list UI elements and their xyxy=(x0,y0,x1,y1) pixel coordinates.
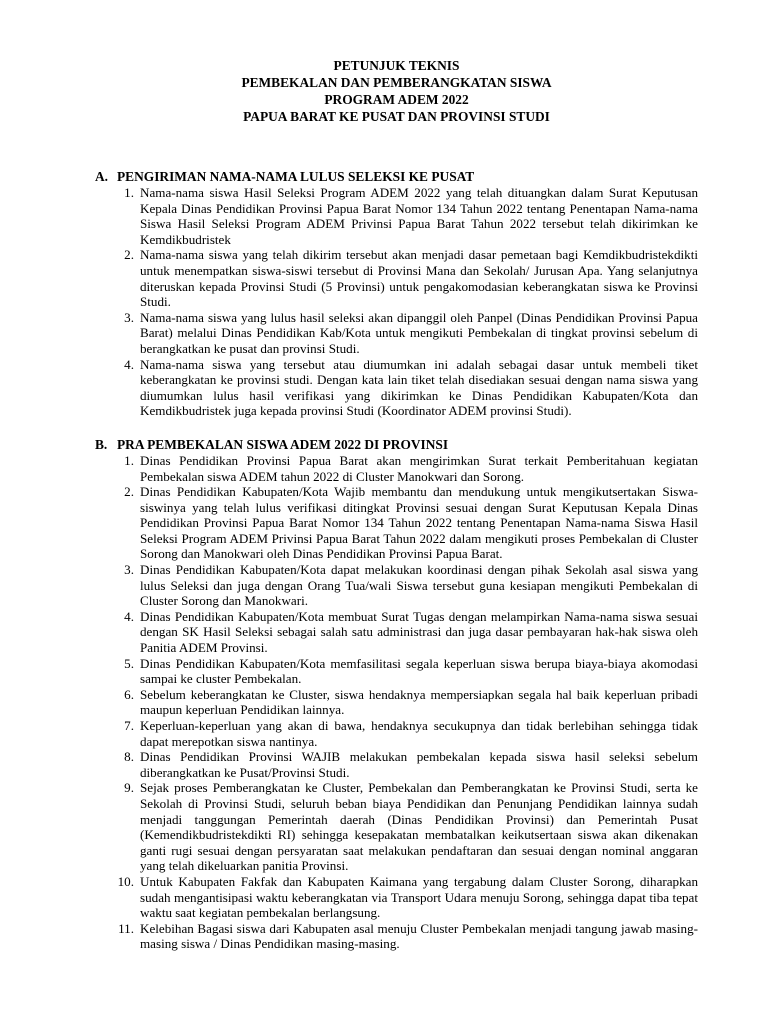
item-number: 2. xyxy=(124,484,134,500)
item-text: Nama-nama siswa yang lulus hasil seleksi akan dipanggil oleh Panpel (Dinas Pendidikan Provinsi Papua Barat) melalui Dinas Pendidikan Kab/Kota untuk mengikuti Pembekalan di tingkat provinsi sebelum di berangkatkan ke pusat dan provinsi Studi. xyxy=(140,309,698,356)
item-number: 4. xyxy=(124,356,134,372)
item-text: Sejak proses Pemberangkatan ke Cluster, Pembekalan dan Pemberangkatan ke Provinsi Studi, serta ke Sekolah di Provinsi Studi, seluruh beban biaya Pendidikan dan Penunjang Pendidikan lainnya sudah menjadi tanggungan Pemerintah daerah (Dinas Pendidikan Provinsi) dan Pemerintah Pusat (Kemendikbudristekdikti RI) sehingga kesepakatan membatalkan keikutsertaan siswa akan dikenakan ganti rugi sesuai dengan persyaratan saat melakukan pendaftaran dan sesuai dengan nominal anggaran yang telah dikeluarkan panitia Provinsi. xyxy=(140,780,698,874)
item-text: Dinas Pendidikan Kabupaten/Kota memfasilitasi segala keperluan siswa berupa biaya-biaya akomodasi sampai ke cluster Pembekalan. xyxy=(140,655,698,687)
list-item xyxy=(95,453,698,484)
item-number: 11. xyxy=(118,920,134,936)
item-number: 4. xyxy=(124,608,134,624)
item-text: Keperluan-keperluan yang akan di bawa, hendaknya secukupnya dan tidak berlebihan sehingga tidak dapat merepotkan siswa nantinya. xyxy=(140,718,698,749)
list-item xyxy=(95,718,698,749)
item-number: 6. xyxy=(124,686,134,702)
header-line-1: PETUNJUK TEKNIS xyxy=(333,58,460,73)
item-number: 9. xyxy=(124,780,134,796)
section-a-heading xyxy=(95,169,698,185)
item-text: Dinas Pendidikan Kabupaten/Kota Wajib membantu dan mendukung untuk mengikutsertakan Siswa-siswinya yang telah lulus verifikasi ditingkat Provinsi sesuai dengan Surat Keputusan Kepala Dinas Pendidikan Provinsi Papua Barat Nomor 134 Tahun 2022 tentang Penentapan Nama-nama Siswa Hasil Seleksi Program ADEM Privinsi Papua Barat Tahun 2022 dalam mengikuti proses Pembekalan di Cluster Sorong dan Manokwari oleh Dinas Pendidikan Provinsi Papua Barat. xyxy=(140,484,698,562)
section-b xyxy=(95,437,698,952)
document-header xyxy=(95,57,698,125)
list-item xyxy=(95,247,698,309)
item-text: Dinas Pendidikan Provinsi WAJIB melakukan pembekalan kepada siswa hasil seleksi sebelum diberangkatkan ke Pusat/Provinsi Studi. xyxy=(140,749,698,780)
item-text: Sebelum keberangkatan ke Cluster, siswa hendaknya mempersiapkan segala hal baik keperluan pribadi maupun keperluan Pendidikan lainnya. xyxy=(140,686,698,718)
item-text: Nama-nama siswa yang telah dikirim tersebut akan menjadi dasar pemetaan bagi Kemdikbudristekdikti untuk menempatkan siswa-siswi tersebut di Provinsi Mana dan Sekolah/ Jurusan Apa. Yang selanjutnya diteruskan kepada Provinsi Studi (5 Provinsi) untuk pengakomodasian keberangkatan siswa ke Provinsi Studi. xyxy=(140,247,698,310)
item-number: 1. xyxy=(124,185,134,200)
section-a-title: PENGIRIMAN NAMA-NAMA LULUS SELEKSI KE PUSAT xyxy=(117,169,475,184)
list-item xyxy=(95,921,698,952)
list-item xyxy=(95,310,698,357)
header-line-4: PAPUA BARAT KE PUSAT DAN PROVINSI STUDI xyxy=(243,109,550,124)
item-number: 7. xyxy=(124,718,134,733)
item-number: 1. xyxy=(124,452,134,468)
section-a xyxy=(95,169,698,419)
item-number: 5. xyxy=(124,655,134,671)
list-item xyxy=(95,874,698,921)
list-item xyxy=(95,562,698,609)
item-number: 8. xyxy=(124,749,134,765)
section-a-list xyxy=(95,185,698,419)
item-text: Kelebihan Bagasi siswa dari Kabupaten asal menuju Cluster Pembekalan menjadi tangung jawab masing-masing siswa / Dinas Pendidikan masing-masing. xyxy=(140,920,698,952)
list-item xyxy=(95,484,698,562)
item-number: 2. xyxy=(124,247,134,263)
list-item xyxy=(95,357,698,419)
header-line-2: PEMBEKALAN DAN PEMBERANGKATAN SISWA xyxy=(241,75,552,90)
item-number: 3. xyxy=(124,309,134,325)
item-number: 3. xyxy=(124,562,134,578)
section-b-list xyxy=(95,453,698,952)
item-number: 10. xyxy=(117,873,134,889)
section-a-letter: A. xyxy=(95,169,109,184)
item-text: Dinas Pendidikan Kabupaten/Kota dapat melakukan koordinasi dengan pihak Sekolah asal siswa yang lulus Seleksi dan juga dengan Orang Tua/wali Siswa tersebut guna kesiapan mengikuti Pembekalan di Cluster Sorong dan Manokwari. xyxy=(140,562,698,609)
section-b-letter: B. xyxy=(95,436,108,452)
section-b-title: PRA PEMBEKALAN SISWA ADEM 2022 DI PROVINSI xyxy=(117,436,449,452)
list-item xyxy=(95,780,698,874)
item-text: Nama-nama siswa Hasil Seleksi Program ADEM 2022 yang telah dituangkan dalam Surat Keputusan Kepala Dinas Pendidikan Provinsi Papua Barat Nomor 134 Tahun 2022 tentang Penentapan Nama-nama Siswa Hasil Seleksi Program ADEM Privinsi Papua Barat Tahun 2022 tersebut telah dikirimkan ke Kemdikbudristek xyxy=(140,185,698,247)
item-text: Untuk Kabupaten Fakfak dan Kabupaten Kaimana yang tergabung dalam Cluster Sorong, diharapkan sudah mengantisipasi waktu keberangkatan via Transport Udara menuju Sorong, sehingga dapat tiba tepat waktu saat kegiatan pembekalan berlangsung. xyxy=(140,873,698,921)
section-b-heading xyxy=(95,437,698,453)
item-text: Dinas Pendidikan Kabupaten/Kota membuat Surat Tugas dengan melampirkan Nama-nama siswa sesuai dengan SK Hasil Seleksi sebagai salah satu administrasi dan juga dasar pembayaran hak-hak siswa oleh Panitia ADEM Provinsi. xyxy=(140,608,698,656)
list-item xyxy=(95,687,698,718)
list-item xyxy=(95,609,698,656)
item-text: Nama-nama siswa yang tersebut atau diumumkan ini adalah sebagai dasar untuk membeli tiket keberangkatan ke provinsi studi. Dengan kata lain tiket telah disediakan sesuai dengan nama siswa yang diumumkan lulus hasil verifikasi yang dikirimkan ke Dinas Pendidikan Kabupaten/Kota dan Kemdikbudristek juga kepada provinsi Studi (Koordinator ADEM provinsi Studi). xyxy=(140,356,698,419)
header-line-3: PROGRAM ADEM 2022 xyxy=(324,92,469,107)
list-item xyxy=(95,749,698,780)
item-text: Dinas Pendidikan Provinsi Papua Barat akan mengirimkan Surat terkait Pemberitahuan kegiatan Pembekalan siswa ADEM tahun 2022 di Cluster Manokwari dan Sorong. xyxy=(140,452,698,484)
list-item xyxy=(95,656,698,687)
list-item xyxy=(95,185,698,247)
